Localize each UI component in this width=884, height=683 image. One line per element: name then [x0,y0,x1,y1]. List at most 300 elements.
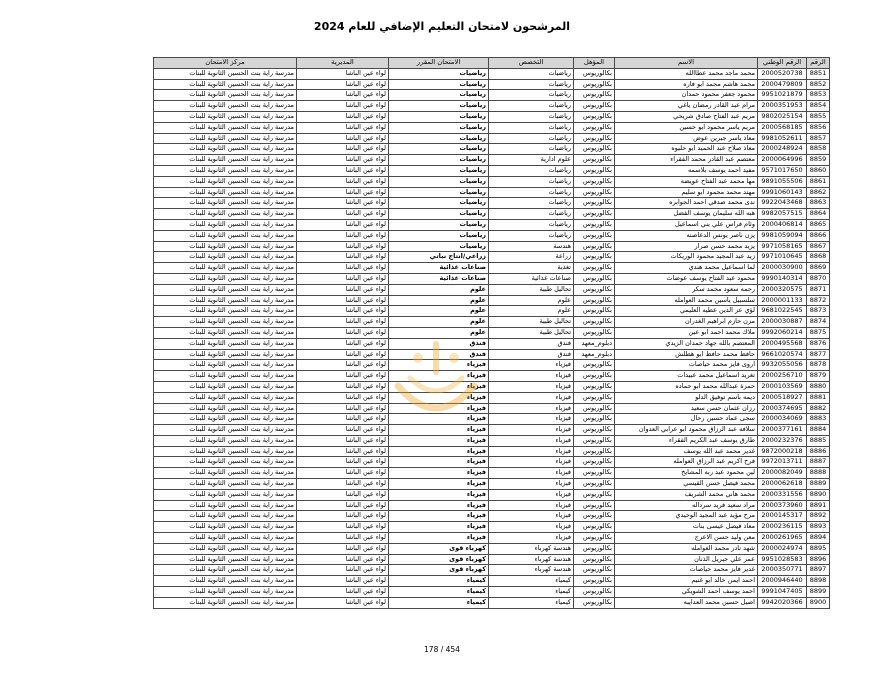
table-row [154,252,830,263]
cell-exam: فيزياء [389,360,489,371]
table-row [154,576,830,587]
cell-major: فيزياء [489,511,574,522]
cell-directorate: لواء عين الباشا [297,565,389,576]
cell-major: فندق [489,349,574,360]
cell-name: مراد سعيد فريد سرداله [615,500,758,511]
cell-qualification: بكالوريوس [574,176,615,187]
cell-exam-center: مدرسة راية بنت الحسين الثانوية للبنات [154,403,297,414]
header-directorate: المديرية [297,58,389,69]
cell-name: معاذ فيصل عيسى بنات [615,522,758,533]
table-row [154,360,830,371]
cell-major: فندق [489,338,574,349]
table-row [154,425,830,436]
table-row [154,446,830,457]
cell-name: وئام فراس علي بني اسماعيل [615,219,758,230]
cell-exam-center: مدرسة راية بنت الحسين الثانوية للبنات [154,446,297,457]
cell-qualification: بكالوريوس [574,392,615,403]
cell-exam-center: مدرسة راية بنت الحسين الثانوية للبنات [154,468,297,479]
cell-qualification: بكالوريوس [574,587,615,598]
cell-directorate: لواء عين الباشا [297,349,389,360]
table-row [154,295,830,306]
cell-qualification: بكالوريوس [574,230,615,241]
cell-national-id: 2000568185 [758,122,807,133]
cell-exam: رياضيات [389,79,489,90]
cell-major: علوم ادارية [489,155,574,166]
cell-directorate: لواء عين الباشا [297,511,389,522]
cell-national-id: 2000946440 [758,576,807,587]
cell-number: 8877 [807,349,830,360]
cell-major: كيمياء [489,576,574,587]
table-row [154,79,830,90]
cell-name: فرح اكريم عبد الرزاق العوامله [615,457,758,468]
cell-name: ملاك محمد احمد ابو عين [615,327,758,338]
cell-major: رياضيات [489,133,574,144]
cell-directorate: لواء عين الباشا [297,446,389,457]
cell-national-id: 2000030900 [758,263,807,274]
cell-national-id: 2000034069 [758,414,807,425]
cell-name: زيد عبد المجيد محمود الوريكات [615,252,758,263]
cell-national-id: 9971010645 [758,252,807,263]
cell-number: 8884 [807,425,830,436]
cell-national-id: 2000236115 [758,522,807,533]
cell-number: 8858 [807,144,830,155]
cell-national-id: 2000145317 [758,511,807,522]
cell-qualification: بكالوريوس [574,90,615,101]
cell-exam-center: مدرسة راية بنت الحسين الثانوية للبنات [154,209,297,220]
cell-exam-center: مدرسة راية بنت الحسين الثانوية للبنات [154,500,297,511]
cell-directorate: لواء عين الباشا [297,230,389,241]
cell-national-id: 2000062618 [758,479,807,490]
table-row [154,597,830,608]
cell-number: 8895 [807,543,830,554]
header-qualification: المؤهل [574,58,615,69]
cell-exam: كيمياء [389,587,489,598]
cell-directorate: لواء عين الباشا [297,68,389,79]
cell-number: 8894 [807,533,830,544]
table-row [154,403,830,414]
cell-number: 8861 [807,176,830,187]
cell-number: 8865 [807,219,830,230]
table-row [154,392,830,403]
cell-exam-center: مدرسة راية بنت الحسين الثانوية للبنات [154,565,297,576]
cell-directorate: لواء عين الباشا [297,587,389,598]
cell-exam: رياضيات [389,90,489,101]
cell-major: تحاليل طبية [489,327,574,338]
cell-exam-center: مدرسة راية بنت الحسين الثانوية للبنات [154,489,297,500]
cell-name: معتصم عبد القادر محمد الفقراء [615,155,758,166]
cell-qualification: بكالوريوس [574,500,615,511]
cell-qualification: بكالوريوس [574,252,615,263]
cell-major: فيزياء [489,414,574,425]
cell-exam: فيزياء [389,489,489,500]
cell-number: 8874 [807,317,830,328]
table-row [154,101,830,112]
header-name: الاسم [615,58,758,69]
cell-national-id: 9661020574 [758,349,807,360]
cell-number: 8893 [807,522,830,533]
table-row [154,522,830,533]
cell-major: كيمياء [489,597,574,608]
cell-qualification: بكالوريوس [574,198,615,209]
cell-exam-center: مدرسة راية بنت الحسين الثانوية للبنات [154,198,297,209]
table-row [154,338,830,349]
cell-name: لين محمود عبد ربه المشايخ [615,468,758,479]
cell-exam: علوم [389,284,489,295]
table-row [154,489,830,500]
cell-major: فيزياء [489,403,574,414]
cell-directorate: لواء عين الباشا [297,414,389,425]
cell-number: 8868 [807,252,830,263]
cell-exam: علوم [389,295,489,306]
cell-name: مزن حازم ابراهيم الغدران [615,317,758,328]
table-row [154,165,830,176]
table-row [154,500,830,511]
cell-exam-center: مدرسة راية بنت الحسين الثانوية للبنات [154,457,297,468]
cell-major: رياضيات [489,79,574,90]
cell-qualification: بكالوريوس [574,306,615,317]
cell-name: يزيد محمد حسن صرار [615,241,758,252]
cell-exam: علوم [389,317,489,328]
table-row [154,435,830,446]
cell-exam-center: مدرسة راية بنت الحسين الثانوية للبنات [154,371,297,382]
table-row [154,187,830,198]
cell-major: رياضيات [489,111,574,122]
cell-number: 8869 [807,263,830,274]
cell-exam-center: مدرسة راية بنت الحسين الثانوية للبنات [154,187,297,198]
cell-number: 8867 [807,241,830,252]
cell-name: لؤي عز الدين عطيه العليمي [615,306,758,317]
cell-name: معن وليد حسن الاعرج [615,533,758,544]
cell-exam: فيزياء [389,381,489,392]
cell-national-id: 9981052611 [758,133,807,144]
cell-major: فيزياء [489,392,574,403]
cell-exam: رياضيات [389,165,489,176]
cell-major: هندسة كهرباء [489,565,574,576]
cell-national-id: 9991060143 [758,187,807,198]
table-row [154,554,830,565]
cell-exam: فيزياء [389,403,489,414]
cell-exam: فيزياء [389,425,489,436]
cell-directorate: لواء عين الباشا [297,133,389,144]
cell-major: فيزياء [489,479,574,490]
cell-qualification: بكالوريوس [574,446,615,457]
cell-directorate: لواء عين الباشا [297,101,389,112]
cell-directorate: لواء عين الباشا [297,457,389,468]
cell-exam: فيزياء [389,533,489,544]
table-row [154,133,830,144]
cell-number: 8890 [807,489,830,500]
cell-directorate: لواء عين الباشا [297,576,389,587]
cell-name: سلافه عبد الرزاق محمود ابو عرابي العدوان [615,425,758,436]
cell-name: اروى فايز محمد حياصات [615,360,758,371]
cell-national-id: 2000064996 [758,155,807,166]
cell-qualification: بكالوريوس [574,371,615,382]
cell-major: فيزياء [489,435,574,446]
cell-number: 8883 [807,414,830,425]
candidates-table [153,57,830,609]
table-row [154,414,830,425]
cell-directorate: لواء عين الباشا [297,198,389,209]
cell-number: 8853 [807,90,830,101]
cell-directorate: لواء عين الباشا [297,425,389,436]
cell-national-id: 2000331556 [758,489,807,500]
cell-exam: فيزياء [389,414,489,425]
cell-number: 8888 [807,468,830,479]
cell-exam: كهرباء قوى [389,543,489,554]
cell-name: محمد فيصل حسن القيسي [615,479,758,490]
cell-qualification: بكالوريوس [574,543,615,554]
cell-national-id: 2000030887 [758,317,807,328]
cell-national-id: 2000479809 [758,79,807,90]
cell-name: سلسبيل ياسين محمد العوامله [615,295,758,306]
cell-number: 8855 [807,111,830,122]
cell-name: محمد هاشم محمد ابو فاره [615,79,758,90]
cell-name: تغريد اسماعيل محمد عبيدات [615,371,758,382]
cell-name: معاذ ياسر جبرين عوض [615,133,758,144]
cell-major: فيزياء [489,468,574,479]
cell-exam: رياضيات [389,230,489,241]
cell-national-id: 2000351953 [758,101,807,112]
cell-qualification: بكالوريوس [574,111,615,122]
cell-exam: رياضيات [389,144,489,155]
cell-name: مفيد احمد يوسف بلاسمه [615,165,758,176]
cell-exam-center: مدرسة راية بنت الحسين الثانوية للبنات [154,479,297,490]
cell-directorate: لواء عين الباشا [297,295,389,306]
cell-qualification: بكالوريوس [574,533,615,544]
cell-qualification: بكالوريوس [574,101,615,112]
cell-qualification: بكالوريوس [574,79,615,90]
cell-directorate: لواء عين الباشا [297,111,389,122]
cell-national-id: 2000374695 [758,403,807,414]
cell-exam: فيزياء [389,468,489,479]
table-row [154,306,830,317]
cell-exam-center: مدرسة راية بنت الحسين الثانوية للبنات [154,533,297,544]
cell-exam: فيزياء [389,479,489,490]
cell-name: مريم عبد الفتاح صادق شريحي [615,111,758,122]
cell-number: 8885 [807,435,830,446]
cell-name: محمود جعفر محمود حمدان [615,90,758,101]
cell-exam: رياضيات [389,111,489,122]
cell-major: فيزياء [489,533,574,544]
table-row [154,176,830,187]
cell-number: 8881 [807,392,830,403]
table-row [154,219,830,230]
cell-name: يزن ناصر يونس الدعاصنه [615,230,758,241]
cell-qualification: بكالوريوس [574,317,615,328]
cell-directorate: لواء عين الباشا [297,144,389,155]
cell-major: رياضيات [489,90,574,101]
cell-name: اصيل حسين محمد العدايبه [615,597,758,608]
cell-exam: رياضيات [389,187,489,198]
cell-exam-center: مدرسة راية بنت الحسين الثانوية للبنات [154,435,297,446]
cell-number: 8856 [807,122,830,133]
cell-exam-center: مدرسة راية بنت الحسين الثانوية للبنات [154,263,297,274]
cell-exam: فيزياء [389,435,489,446]
cell-exam: فيزياء [389,500,489,511]
cell-exam: علوم [389,327,489,338]
cell-name: احمد ايمن خالد ابو غنيم [615,576,758,587]
cell-exam-center: مدرسة راية بنت الحسين الثانوية للبنات [154,327,297,338]
cell-qualification: بكالوريوس [574,489,615,500]
cell-major: فيزياء [489,381,574,392]
cell-directorate: لواء عين الباشا [297,381,389,392]
cell-exam: رياضيات [389,176,489,187]
cell-directorate: لواء عين الباشا [297,360,389,371]
cell-directorate: لواء عين الباشا [297,403,389,414]
cell-exam-center: مدرسة راية بنت الحسين الثانوية للبنات [154,414,297,425]
cell-qualification: بكالوريوس [574,425,615,436]
cell-exam-center: مدرسة راية بنت الحسين الثانوية للبنات [154,349,297,360]
cell-qualification: بكالوريوس [574,209,615,220]
cell-qualification: بكالوريوس [574,295,615,306]
cell-number: 8875 [807,327,830,338]
cell-qualification: بكالوريوس [574,327,615,338]
cell-qualification: دبلوم_معهد [574,338,615,349]
cell-major: رياضيات [489,198,574,209]
cell-national-id: 9951021879 [758,90,807,101]
cell-number: 8851 [807,68,830,79]
cell-exam-center: مدرسة راية بنت الحسين الثانوية للبنات [154,252,297,263]
cell-directorate: لواء عين الباشا [297,155,389,166]
cell-exam-center: مدرسة راية بنت الحسين الثانوية للبنات [154,381,297,392]
cell-qualification: بكالوريوس [574,273,615,284]
cell-exam-center: مدرسة راية بنت الحسين الثانوية للبنات [154,230,297,241]
cell-major: فيزياء [489,371,574,382]
cell-number: 8880 [807,381,830,392]
table-row [154,90,830,101]
cell-exam-center: مدرسة راية بنت الحسين الثانوية للبنات [154,155,297,166]
cell-exam: رياضيات [389,68,489,79]
cell-name: طارق يوسف عبد الكريم الفقراء [615,435,758,446]
cell-exam: رياضيات [389,155,489,166]
cell-exam: فندق [389,349,489,360]
table-row [154,284,830,295]
cell-number: 8899 [807,587,830,598]
cell-exam-center: مدرسة راية بنت الحسين الثانوية للبنات [154,543,297,554]
cell-name: معاذ صلاح عبد الحميد ابو حليوه [615,144,758,155]
cell-number: 8872 [807,295,830,306]
table-row [154,241,830,252]
cell-national-id: 9922043468 [758,198,807,209]
cell-name: شهد نادر محمد العوامله [615,543,758,554]
cell-exam-center: مدرسة راية بنت الحسين الثانوية للبنات [154,554,297,565]
cell-number: 8882 [807,403,830,414]
cell-directorate: لواء عين الباشا [297,489,389,500]
cell-directorate: لواء عين الباشا [297,252,389,263]
cell-exam-center: مدرسة راية بنت الحسين الثانوية للبنات [154,392,297,403]
cell-exam: زراعي/انتاج نباتي [389,252,489,263]
table-row [154,468,830,479]
cell-number: 8898 [807,576,830,587]
cell-directorate: لواء عين الباشا [297,317,389,328]
cell-exam-center: مدرسة راية بنت الحسين الثانوية للبنات [154,133,297,144]
cell-major: زراعة [489,252,574,263]
cell-major: رياضيات [489,219,574,230]
table-row [154,381,830,392]
cell-national-id: 2000103569 [758,381,807,392]
cell-major: فيزياء [489,522,574,533]
cell-directorate: لواء عين الباشا [297,165,389,176]
table-row [154,511,830,522]
table-row [154,349,830,360]
cell-number: 8864 [807,209,830,220]
cell-exam: فيزياء [389,371,489,382]
cell-national-id: 2000377161 [758,425,807,436]
cell-name: عمر علي جبريل الذنان [615,554,758,565]
cell-national-id: 9891055506 [758,176,807,187]
cell-exam-center: مدرسة راية بنت الحسين الثانوية للبنات [154,511,297,522]
cell-name: محمد هاني محمد الشريف [615,489,758,500]
cell-exam-center: مدرسة راية بنت الحسين الثانوية للبنات [154,360,297,371]
cell-number: 8897 [807,565,830,576]
cell-name: رزان عثمان حسن سعيد [615,403,758,414]
cell-national-id: 9942020366 [758,597,807,608]
cell-major: فيزياء [489,489,574,500]
cell-qualification: بكالوريوس [574,284,615,295]
cell-exam: كيمياء [389,576,489,587]
cell-qualification: دبلوم_معهد [574,349,615,360]
cell-national-id: 2000520738 [758,68,807,79]
cell-exam-center: مدرسة راية بنت الحسين الثانوية للبنات [154,144,297,155]
cell-directorate: لواء عين الباشا [297,543,389,554]
cell-name: غدير محمد عبد الله يوسف [615,446,758,457]
cell-qualification: بكالوريوس [574,68,615,79]
cell-exam-center: مدرسة راية بنت الحسين الثانوية للبنات [154,306,297,317]
cell-national-id: 9872000218 [758,446,807,457]
cell-exam-center: مدرسة راية بنت الحسين الثانوية للبنات [154,576,297,587]
cell-national-id: 9982057515 [758,209,807,220]
cell-name: هبه الله سليمان يوسف الفضل [615,209,758,220]
cell-major: رياضيات [489,209,574,220]
cell-name: مها محمد عبد الفتاح عويضه [615,176,758,187]
cell-exam: فيزياء [389,511,489,522]
header-exam: الامتحان المقرر [389,58,489,69]
cell-national-id: 2000373960 [758,500,807,511]
cell-name: حافظ محمد حافظ ابو هطلش [615,349,758,360]
cell-exam-center: مدرسة راية بنت الحسين الثانوية للبنات [154,597,297,608]
cell-number: 8866 [807,230,830,241]
header-major: التخصص [489,58,574,69]
cell-qualification: بكالوريوس [574,241,615,252]
cell-national-id: 9991047405 [758,587,807,598]
table-row [154,543,830,554]
table-row [154,327,830,338]
cell-directorate: لواء عين الباشا [297,554,389,565]
cell-qualification: بكالوريوس [574,511,615,522]
cell-qualification: بكالوريوس [574,133,615,144]
cell-major: فيزياء [489,446,574,457]
cell-qualification: بكالوريوس [574,576,615,587]
cell-directorate: لواء عين الباشا [297,479,389,490]
cell-name: لما اسماعيل محمد هندي [615,263,758,274]
cell-qualification: بكالوريوس [574,414,615,425]
table-body [154,68,830,608]
cell-exam-center: مدرسة راية بنت الحسين الثانوية للبنات [154,176,297,187]
cell-national-id: 9932055056 [758,360,807,371]
cell-qualification: بكالوريوس [574,165,615,176]
cell-national-id: 2000261965 [758,533,807,544]
page-title: المرشحون لامتحان التعليم الإضافي للعام 2024 [313,20,571,33]
cell-exam-center: مدرسة راية بنت الحسين الثانوية للبنات [154,425,297,436]
cell-major: رياضيات [489,176,574,187]
table-row [154,371,830,382]
cell-national-id: 9981059094 [758,230,807,241]
cell-major: تحاليل طبية [489,317,574,328]
cell-exam: فندق [389,338,489,349]
cell-exam: رياضيات [389,133,489,144]
cell-exam: رياضيات [389,241,489,252]
table-row [154,263,830,274]
